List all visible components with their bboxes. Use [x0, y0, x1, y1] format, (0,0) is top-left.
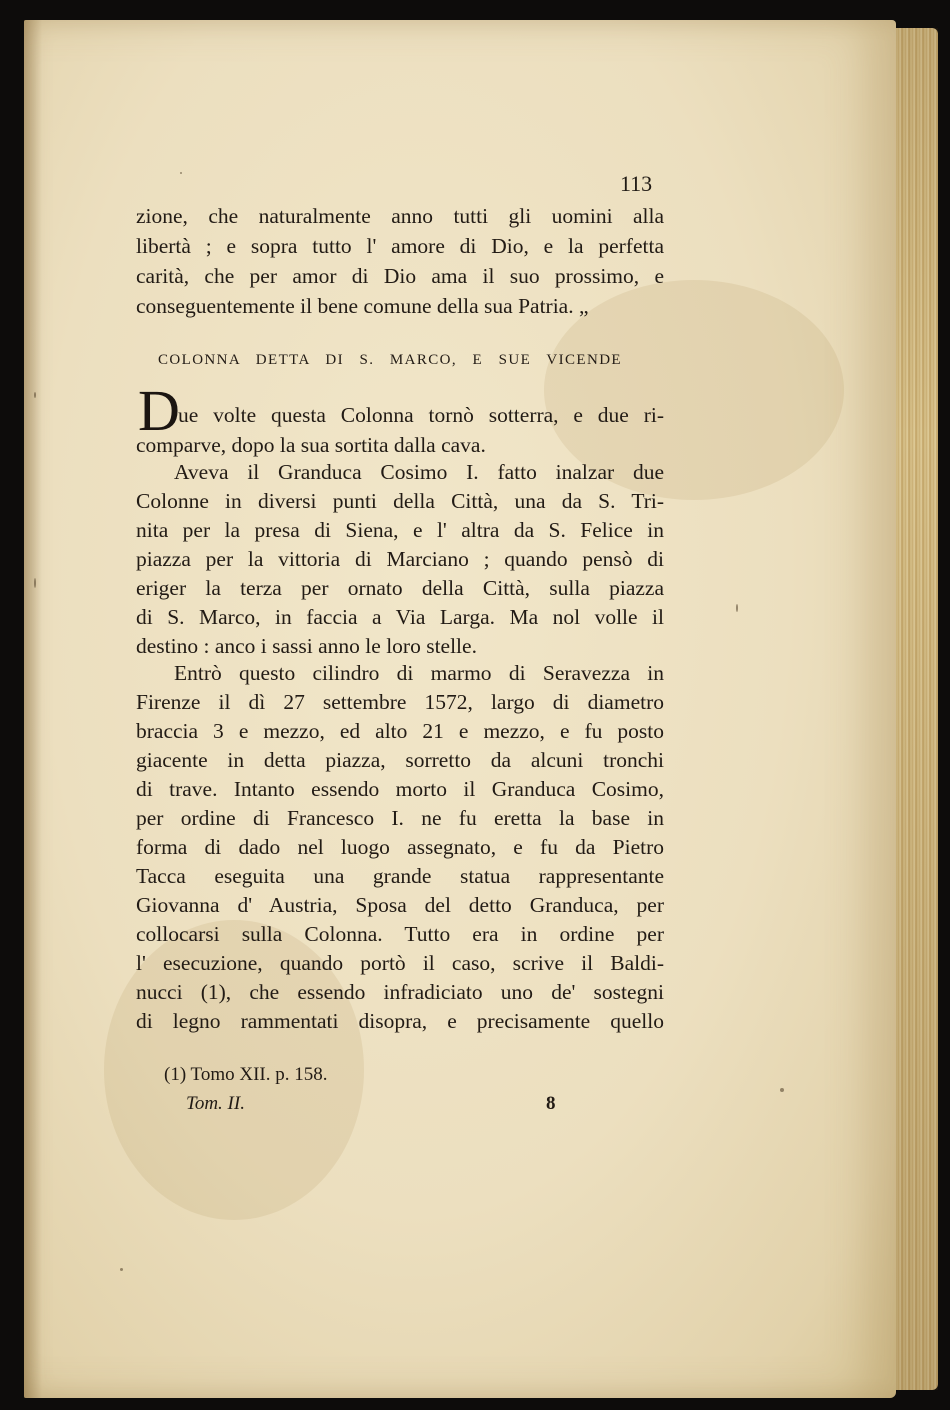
text-line: carità, che per amor di Dio ama il suo prossimo, e — [136, 264, 664, 288]
text-line: Entrò questo cilindro di marmo di Seravezza in — [174, 661, 664, 685]
text-line: di S. Marco, in faccia a Via Larga. Ma nol volle il — [136, 605, 664, 629]
text-line: Colonne in diversi punti della Città, una da S. Tri- — [136, 489, 664, 513]
text-line: zione, che naturalmente anno tutti gli uomini alla — [136, 204, 664, 228]
text-line: collocarsi sulla Colonna. Tutto era in ordine per — [136, 922, 664, 946]
text-line: nucci (1), che essendo infradiciato uno de' sostegni — [136, 980, 664, 1004]
text-line: piazza per la vittoria di Marciano ; quando pensò di — [136, 547, 664, 571]
text-line: giacente in detta piazza, sorretto da alcuni tronchi — [136, 748, 664, 772]
text-line: di legno rammentati disopra, e precisamente quello — [136, 1009, 664, 1033]
paper-speck — [34, 392, 36, 398]
text-line: Tacca eseguita una grande statua rappresentante — [136, 864, 664, 888]
text-line: l' esecuzione, quando portò il caso, scrive il Baldi- — [136, 951, 664, 975]
paper-speck — [34, 578, 36, 588]
section-heading: COLONNA DETTA DI S. MARCO, E SUE VICENDE — [158, 352, 622, 368]
page-fore-edge — [890, 28, 938, 1390]
drop-cap: D — [138, 378, 180, 443]
spine-shadow — [24, 20, 42, 1398]
text-line: destino : anco i sassi anno le loro stelle. — [136, 634, 477, 658]
text-line: di trave. Intanto essendo morto il Granduca Cosimo, — [136, 777, 664, 801]
signature-mark-left: Tom. II. — [186, 1093, 245, 1114]
text-line: Giovanna d' Austria, Sposa del detto Granduca, per — [136, 893, 664, 917]
text-line: comparve, dopo la sua sortita dalla cava. — [136, 433, 486, 457]
text-line: nita per la presa di Siena, e l' altra da S. Felice in — [136, 518, 664, 542]
paper-speck — [120, 1268, 123, 1271]
footnote: (1) Tomo XII. p. 158. — [164, 1064, 328, 1085]
text-line: Aveva il Granduca Cosimo I. fatto inalzar due — [174, 460, 664, 484]
text-line: libertà ; e sopra tutto l' amore di Dio, e la perfetta — [136, 234, 664, 258]
text-line: Firenze il dì 27 settembre 1572, largo di diametro — [136, 690, 664, 714]
text-line: per ordine di Francesco I. ne fu eretta la base in — [136, 806, 664, 830]
paper-speck — [780, 1088, 784, 1092]
text-line: conseguentemente il bene comune della sua Patria. „ — [136, 294, 589, 318]
signature-mark-right: 8 — [546, 1093, 556, 1114]
page-number: 113 — [620, 171, 653, 196]
text-line: eriger la terza per ornato della Città, sulla piazza — [136, 576, 664, 600]
text-line: ue volte questa Colonna tornò sotterra, e due ri- — [178, 403, 664, 427]
text-line: forma di dado nel luogo assegnato, e fu da Pietro — [136, 835, 664, 859]
text-line: braccia 3 e mezzo, ed alto 21 e mezzo, e fu posto — [136, 719, 664, 743]
paper-speck — [180, 172, 182, 174]
paper-speck — [736, 604, 738, 612]
